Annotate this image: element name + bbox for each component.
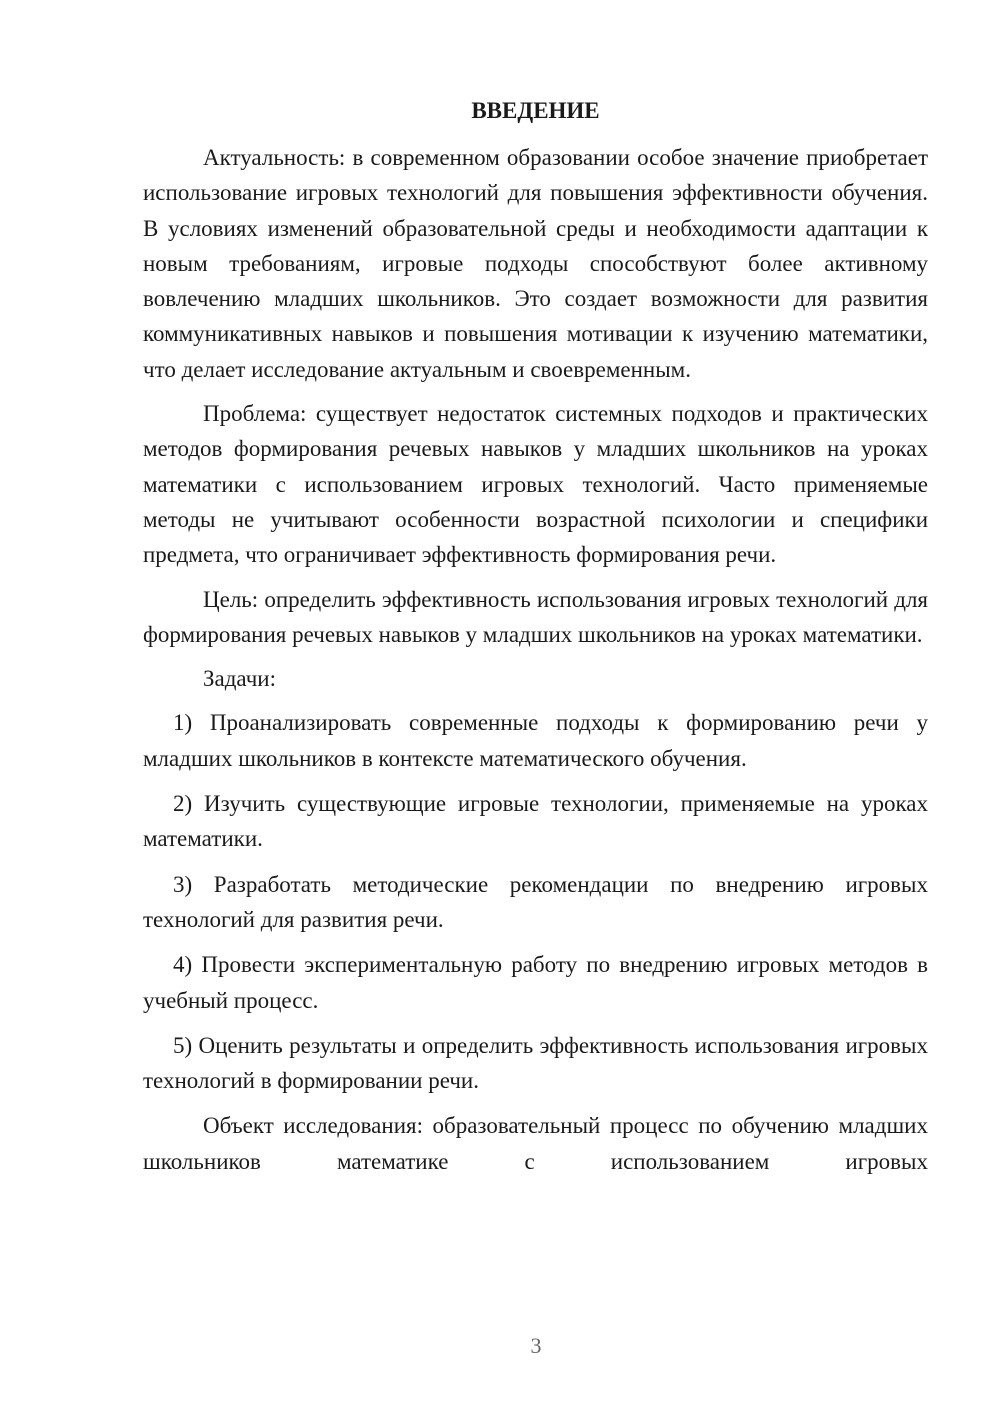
paragraph-relevance: Актуальность: в современном образовании особое значение приобретает использование игровых технологий для повышения эффективности обучения. В условиях изменений образовательной среды и необходимости адаптации к новым требованиям, игровые подходы способствуют более активному вовлечению младших школьников. Это создает возможности для развития коммуникативных навыков и повышения мотивации к изучению математики, что делает исследование актуальным и своевременным. [143, 145, 928, 382]
task-item-5: 5) Оценить результаты и определить эффективность использования игровых технологий в формировании речи. [143, 1032, 928, 1094]
paragraph-goal: Цель: определить эффективность использования игровых технологий для формирования речевых навыков у младших школьников на уроках математики. [143, 586, 928, 647]
task-item-4: 4) Провести экспериментальную работу по внедрению игровых методов в учебный процесс. [143, 952, 928, 1013]
task-item-2: 2) Изучить существующие игровые технологии, применяемые на уроках математики. [143, 791, 928, 852]
tasks-label: Задачи: [203, 666, 276, 692]
task-item-1: 1) Проанализировать современные подходы к формированию речи у младших школьников в контексте математического обучения. [143, 710, 928, 771]
paragraph-problem: Проблема: существует недостаток системных подходов и практических методов формирования речевых навыков у младших школьников на уроках математики с использованием игровых технологий. Часто применяемые методы не учитывают особенности возрастной психологии и специфики предмета, что ограничивает эффективность формирования речи. [143, 401, 928, 568]
page-content [143, 94, 928, 1188]
page-number: 3 [530, 1333, 542, 1358]
section-heading: ВВЕДЕНИЕ [471, 98, 600, 123]
paragraph-object: Объект исследования: образовательный процесс по обучению младших школьников математике с использованием игровых [143, 1113, 928, 1174]
task-item-3: 3) Разработать методические рекомендации по внедрению игровых технологий для развития речи. [143, 871, 928, 932]
